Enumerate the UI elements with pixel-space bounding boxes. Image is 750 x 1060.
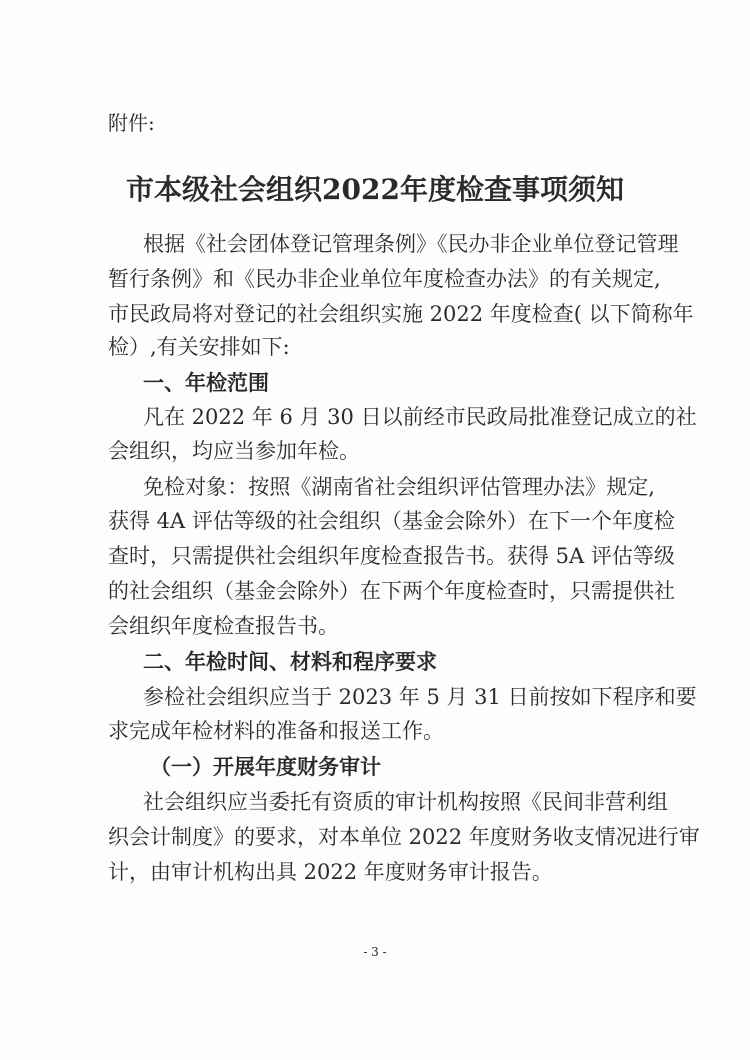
section-heading: 二、年检时间、材料和程序要求 <box>143 650 437 674</box>
paragraph-line: 暂行条例》和《民办非企业单位年度检查办法》的有关规定, <box>108 267 661 291</box>
paragraph-line: 社会组织应当委托有资质的审计机构按照《民间非营利组 <box>143 790 668 814</box>
paragraph-line: 根据《社会团体登记管理条例》《民办非企业单位登记管理 <box>143 232 679 256</box>
paragraph-line: 查时，只需提供社会组织年度检查报告书。获得 5A 评估等级 <box>108 544 675 568</box>
section-heading: 一、年检范围 <box>143 371 269 395</box>
paragraph-line: 会组织年度检查报告书。 <box>108 614 339 638</box>
paragraph-line: 求完成年检材料的准备和报送工作。 <box>108 719 444 743</box>
paragraph-line: 获得 4A 评估等级的社会组织（基金会除外）在下一个年度检 <box>108 509 675 533</box>
paragraph-line: 检）,有关安排如下: <box>108 335 290 359</box>
paragraph-line: 计，由审计机构出具 2022 年度财务审计报告。 <box>108 860 553 884</box>
paragraph-line: 市民政局将对登记的社会组织实施 2022 年度检查( 以下简称年 <box>108 302 694 326</box>
paragraph-line: 参检社会组织应当于 2023 年 5 月 31 日前按如下程序和要 <box>143 685 697 709</box>
page-number: - 3 - <box>363 945 387 959</box>
attachment-label: 附件: <box>108 111 155 135</box>
paragraph-line: 的社会组织（基金会除外）在下两个年度检查时，只需提供社 <box>108 579 675 603</box>
document-title: 市本级社会组织2022年度检查事项须知 <box>126 173 624 206</box>
paragraph-line: 免检对象：按照《湖南省社会组织评估管理办法》规定, <box>143 475 655 499</box>
paragraph-line: 凡在 2022 年 6 月 30 日以前经市民政局批准登记成立的社 <box>143 405 697 429</box>
subsection-heading: （一）开展年度财务审计 <box>150 755 381 779</box>
paragraph-line: 织会计制度》的要求，对本单位 2022 年度财务收支情况进行审 <box>108 825 700 849</box>
paragraph-line: 会组织，均应当参加年检。 <box>108 439 360 463</box>
